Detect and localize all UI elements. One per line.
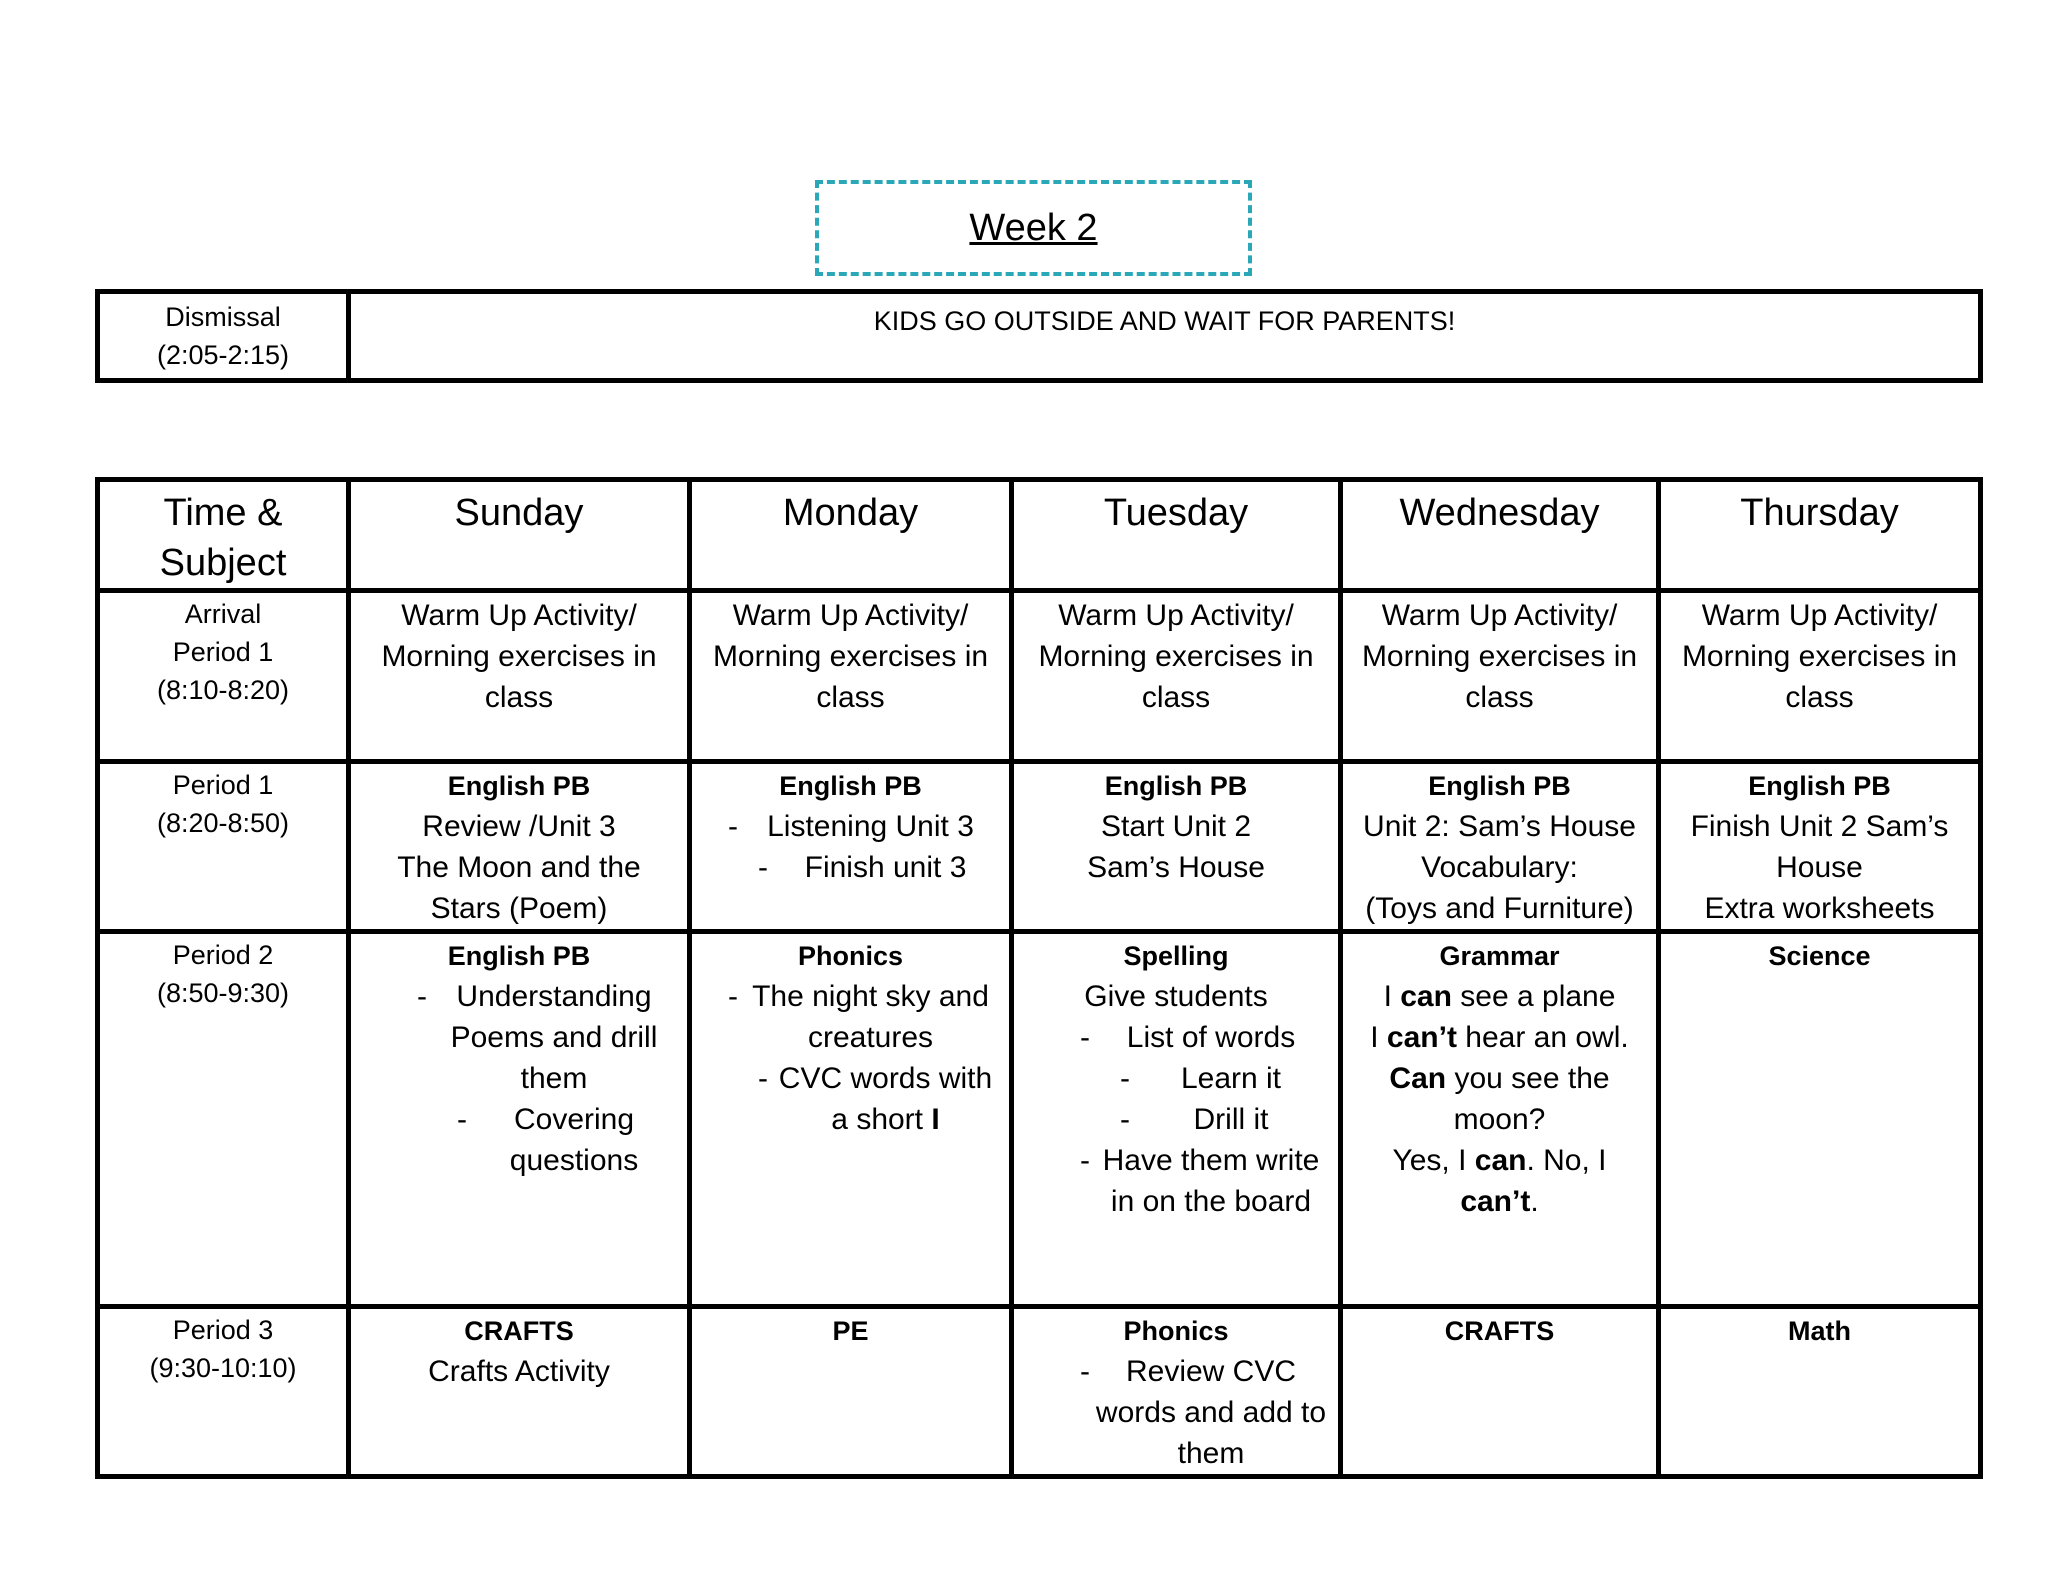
subject-label: Science — [1768, 941, 1871, 971]
subject-label: CRAFTS — [1444, 1316, 1555, 1346]
dash-bullet: - — [758, 1062, 768, 1095]
arrival-wednesday — [1341, 591, 1659, 762]
period2-wednesday — [1341, 932, 1659, 1307]
list-item-text: The night sky and creatures — [752, 980, 989, 1054]
period2-label: Period 2 — [172, 940, 274, 970]
list-item-text: Drill it — [1193, 1103, 1269, 1136]
text-part: Yes, I — [1392, 1144, 1475, 1177]
period2-time-cell — [98, 932, 349, 1307]
text-part: see a plane — [1451, 980, 1616, 1013]
subject-label: Phonics — [1123, 1316, 1229, 1346]
dash-bullet: - — [728, 980, 738, 1013]
dash-bullet: - — [1080, 1355, 1090, 1388]
bold-part: can — [1400, 980, 1452, 1013]
period2-tuesday — [1012, 932, 1341, 1307]
subject-label: English PB — [1748, 771, 1891, 801]
list-item-text: Listening Unit 3 — [767, 810, 974, 843]
list-item — [1020, 1099, 1332, 1140]
period1-thursday — [1659, 762, 1981, 932]
dash-bullet: - — [728, 810, 738, 843]
list-item — [1020, 1058, 1332, 1099]
dash-bullet: - — [1080, 1021, 1090, 1054]
subject-label: Phonics — [797, 941, 904, 971]
arrival-time: (8:10-8:20) — [156, 675, 290, 705]
text-part: you see the moon? — [1446, 1062, 1610, 1136]
week-title: Week 2 — [969, 206, 1098, 249]
activity-line: class — [484, 681, 554, 714]
dismissal-message: KIDS GO OUTSIDE AND WAIT FOR PARENTS! — [349, 292, 1981, 381]
lesson-line: The Moon and the — [397, 851, 641, 884]
header-thursday: Thursday — [1659, 480, 1981, 591]
lesson-line: Stars (Poem) — [430, 892, 608, 925]
arrival-time-cell — [98, 591, 349, 762]
grammar-line — [1349, 1017, 1650, 1058]
list-item-text: Have them write in on the board — [1102, 1144, 1320, 1218]
list-item-text-part: CVC words with a short — [778, 1062, 993, 1136]
bold-part: can’t — [1460, 1185, 1531, 1218]
dash-bullet: - — [417, 980, 427, 1013]
period2-time: (8:50-9:30) — [156, 978, 290, 1008]
activity-line: Morning exercises in — [1038, 640, 1314, 673]
period3-thursday — [1659, 1307, 1981, 1477]
list-item-text — [768, 1058, 1003, 1140]
header-wednesday: Wednesday — [1341, 480, 1659, 591]
header-sunday: Sunday — [349, 480, 690, 591]
grammar-line — [1349, 976, 1650, 1017]
list-item-text: Review CVC words and add to them — [1095, 1355, 1327, 1470]
activity-line: class — [1141, 681, 1211, 714]
activity-line: Warm Up Activity/ — [732, 599, 969, 632]
subject-label: CRAFTS — [464, 1316, 574, 1346]
lesson-line: Vocabulary: — [1421, 851, 1578, 884]
text-part: . — [1530, 1185, 1539, 1218]
text-part: hear an owl. — [1456, 1021, 1629, 1054]
dash-bullet: - — [758, 851, 768, 884]
grammar-line — [1349, 1140, 1650, 1181]
list-item-text: Finish unit 3 — [804, 851, 967, 884]
dash-bullet: - — [1080, 1144, 1090, 1177]
activity-line: class — [816, 681, 885, 714]
period1-time-cell — [98, 762, 349, 932]
activity-line: class — [1785, 681, 1854, 714]
period3-monday — [690, 1307, 1012, 1477]
subject-label: Spelling — [1123, 941, 1229, 971]
list-item-text: Understanding Poems and drill them — [450, 980, 658, 1095]
period2-monday — [690, 932, 1012, 1307]
weekly-schedule-table — [95, 477, 1983, 1479]
header-time-subject-line1: Time & — [163, 492, 283, 534]
list-item — [698, 1058, 1003, 1140]
arrival-tuesday — [1012, 591, 1341, 762]
period3-time-cell — [98, 1307, 349, 1477]
activity-line: Warm Up Activity/ — [1058, 599, 1294, 632]
period1-tuesday — [1012, 762, 1341, 932]
header-tuesday: Tuesday — [1012, 480, 1341, 591]
dismissal-time-cell — [98, 292, 349, 381]
period1-wednesday — [1341, 762, 1659, 932]
subject-label: English PB — [779, 771, 922, 801]
lesson-line: Unit 2: Sam’s House — [1363, 810, 1636, 843]
dismissal-table — [95, 289, 1983, 383]
activity-line: Morning exercises in — [1681, 640, 1958, 673]
dash-bullet: - — [457, 1103, 467, 1136]
subject-label: English PB — [447, 941, 591, 971]
period2-row — [98, 932, 1981, 1307]
dismissal-label: Dismissal — [165, 302, 281, 332]
activity-line: Morning exercises in — [381, 640, 657, 673]
header-monday: Monday — [690, 480, 1012, 591]
subject-label: Math — [1788, 1316, 1851, 1346]
period3-label: Period 3 — [172, 1315, 274, 1345]
lesson-line: Give students — [1084, 980, 1268, 1013]
subject-label: English PB — [447, 771, 591, 801]
list-item — [698, 847, 1003, 888]
activity-line: class — [1465, 681, 1534, 714]
period2-thursday — [1659, 932, 1981, 1307]
grammar-line — [1349, 1058, 1650, 1140]
lesson-line: Start Unit 2 — [1100, 810, 1252, 843]
dash-bullet: - — [1120, 1062, 1130, 1095]
arrival-period: Period 1 — [172, 637, 274, 667]
list-item — [1020, 1351, 1332, 1474]
subject-label: English PB — [1104, 771, 1248, 801]
period3-row — [98, 1307, 1981, 1477]
dismissal-row — [98, 292, 1981, 381]
arrival-sunday — [349, 591, 690, 762]
period1-time: (8:20-8:50) — [156, 808, 290, 838]
header-row — [98, 480, 1981, 591]
lesson-line: Sam’s House — [1087, 851, 1265, 884]
period3-wednesday — [1341, 1307, 1659, 1477]
header-time-subject — [98, 480, 349, 591]
subject-label: English PB — [1428, 771, 1571, 801]
bold-part: Can — [1389, 1062, 1447, 1095]
bold-part: can — [1474, 1144, 1527, 1177]
list-item — [698, 806, 1003, 847]
period2-sunday — [349, 932, 690, 1307]
period1-label: Period 1 — [172, 770, 274, 800]
subject-label: Grammar — [1439, 941, 1560, 971]
subject-label: PE — [832, 1316, 869, 1346]
list-item — [1020, 1017, 1332, 1058]
list-item — [1020, 1140, 1332, 1222]
activity-line: Warm Up Activity/ — [401, 599, 637, 632]
text-part: . No, I — [1526, 1144, 1607, 1177]
period1-monday — [690, 762, 1012, 932]
lesson-line: Finish Unit 2 Sam’s — [1690, 810, 1949, 843]
list-item — [698, 976, 1003, 1058]
grammar-line — [1349, 1181, 1650, 1222]
week-title-box — [815, 180, 1252, 276]
lesson-line: Extra worksheets — [1704, 892, 1935, 925]
text-part: I — [1370, 1021, 1387, 1054]
dismissal-time: (2:05-2:15) — [156, 340, 290, 370]
dash-bullet: - — [1120, 1103, 1130, 1136]
list-item-text: List of words — [1126, 1021, 1296, 1054]
lesson-line: Crafts Activity — [428, 1355, 610, 1388]
activity-line: Warm Up Activity/ — [1381, 599, 1618, 632]
period3-tuesday — [1012, 1307, 1341, 1477]
header-time-subject-line2: Subject — [159, 542, 287, 584]
period3-time: (9:30-10:10) — [149, 1353, 297, 1383]
arrival-monday — [690, 591, 1012, 762]
arrival-thursday — [1659, 591, 1981, 762]
bold-part: can’t — [1386, 1021, 1457, 1054]
arrival-row — [98, 591, 1981, 762]
list-item — [357, 976, 681, 1099]
period3-sunday — [349, 1307, 690, 1477]
list-item — [357, 1099, 681, 1181]
activity-line: Warm Up Activity/ — [1701, 599, 1938, 632]
activity-line: Morning exercises in — [1361, 640, 1638, 673]
period1-sunday — [349, 762, 690, 932]
list-item-text: Learn it — [1180, 1062, 1282, 1095]
lesson-line: (Toys and Furniture) — [1365, 892, 1634, 925]
text-part: I — [1383, 980, 1401, 1013]
lesson-line: Review /Unit 3 — [422, 810, 616, 843]
arrival-label: Arrival — [184, 599, 262, 629]
list-item-text: Covering questions — [509, 1103, 639, 1177]
activity-line: Morning exercises in — [712, 640, 989, 673]
period1-row — [98, 762, 1981, 932]
lesson-line: House — [1776, 851, 1863, 884]
list-item-bold-part: I — [931, 1103, 940, 1136]
